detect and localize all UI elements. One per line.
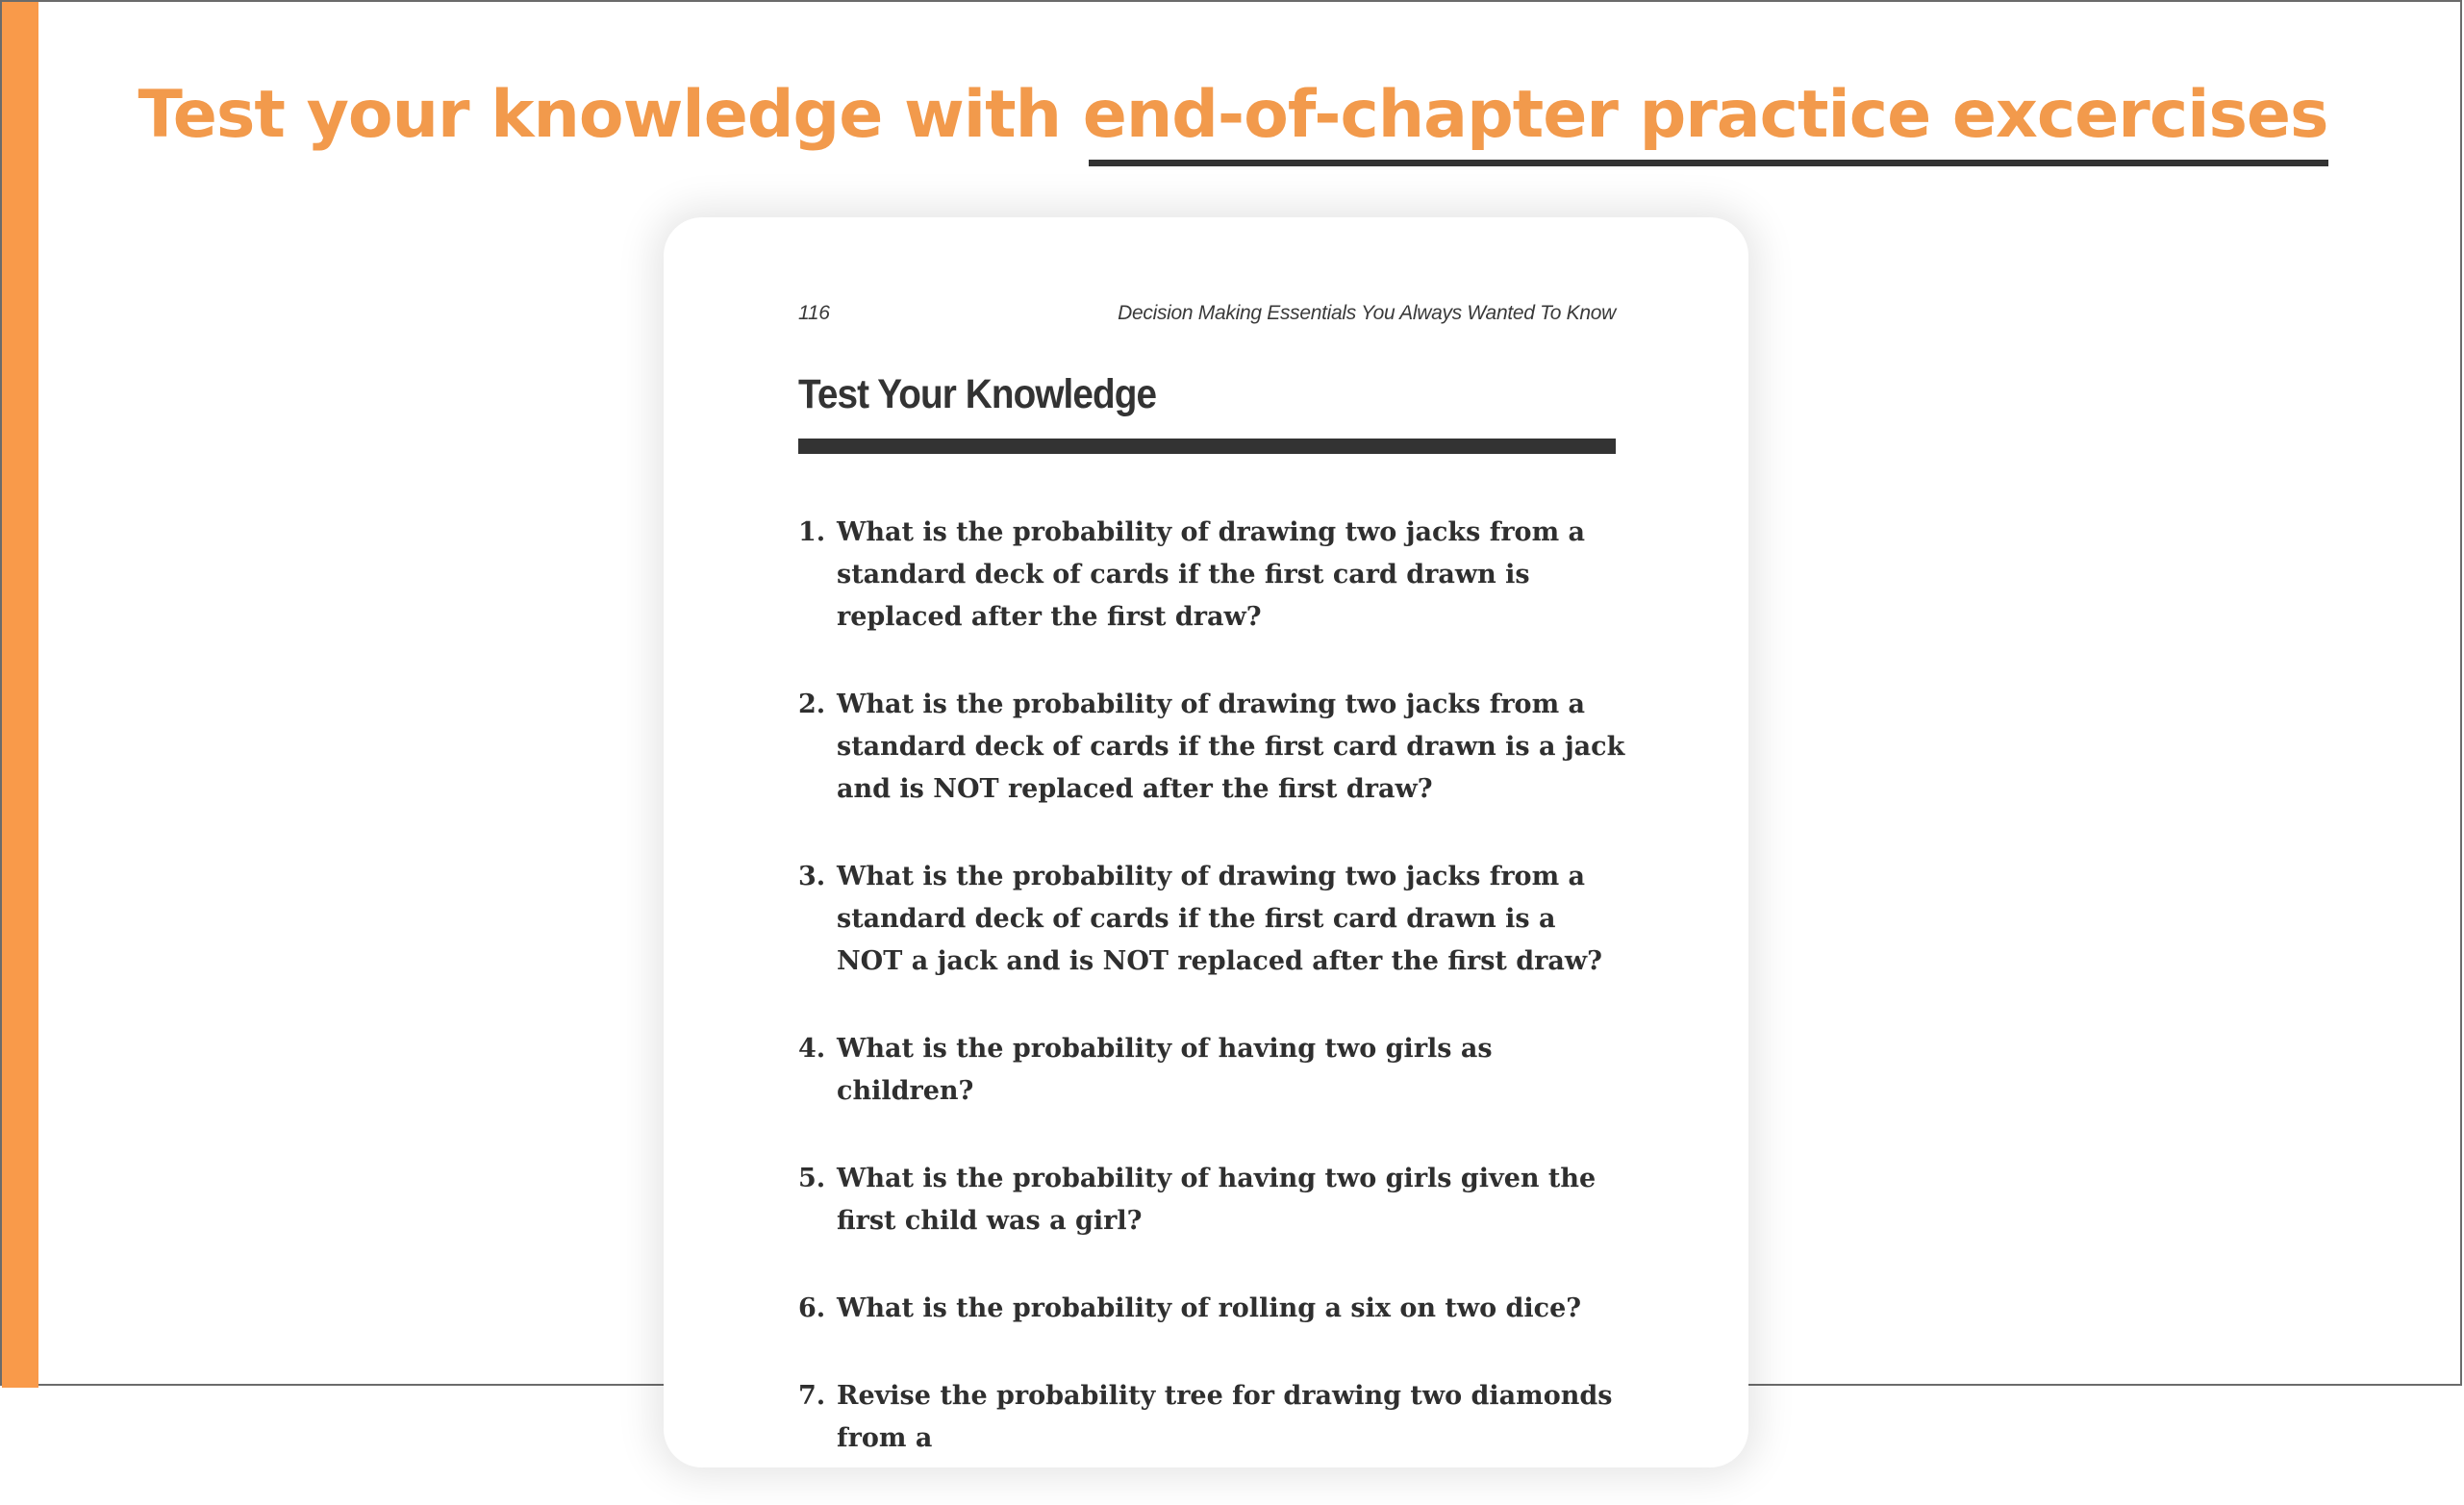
question-text: What is the probability of rolling a six on two dice? <box>837 1293 1582 1323</box>
question-number: 7. <box>798 1381 826 1411</box>
question-text: What is the probability of drawing two jacks from a standard deck of cards if the first card drawn is replaced after the first draw? <box>837 517 1586 632</box>
question-list <box>798 512 1625 1505</box>
running-title: Decision Making Essentials You Always Wanted To Know <box>1118 302 1616 324</box>
running-head <box>798 302 1616 325</box>
question-item <box>798 856 1625 983</box>
accent-bar <box>2 2 38 1388</box>
question-item <box>798 1375 1625 1460</box>
question-item <box>798 684 1625 811</box>
question-item <box>798 512 1625 639</box>
question-text: What is the probability of having two girls as children? <box>837 1034 1493 1106</box>
question-item <box>798 1158 1625 1242</box>
slide-headline <box>2 77 2464 153</box>
question-text: What is the probability of drawing two jacks from a standard deck of cards if the first card drawn is a NOT a jack and is NOT replaced after the first draw? <box>837 862 1602 976</box>
question-text: What is the probability of having two girls given the first child was a girl? <box>837 1164 1597 1236</box>
book-page-card <box>664 217 1748 1467</box>
headline-plain-text: Test your knowledge with <box>138 77 1083 153</box>
section-title: Test Your Knowledge <box>798 371 1157 417</box>
question-text: Revise the probability tree for drawing two diamonds from a <box>837 1381 1613 1453</box>
question-item <box>798 1288 1625 1330</box>
section-title-rule <box>798 439 1616 454</box>
question-number: 1. <box>798 517 826 547</box>
question-number: 5. <box>798 1164 826 1193</box>
question-text: What is the probability of drawing two jacks from a standard deck of cards if the first card drawn is a jack and is NOT replaced after the first draw? <box>837 690 1625 804</box>
question-number: 6. <box>798 1293 826 1323</box>
headline-underlined-text: end-of-chapter practice excercises <box>1082 77 2328 153</box>
page-number: 116 <box>798 302 830 324</box>
question-number: 3. <box>798 862 826 891</box>
question-number: 4. <box>798 1034 826 1064</box>
question-number: 2. <box>798 690 826 719</box>
question-item <box>798 1028 1625 1113</box>
